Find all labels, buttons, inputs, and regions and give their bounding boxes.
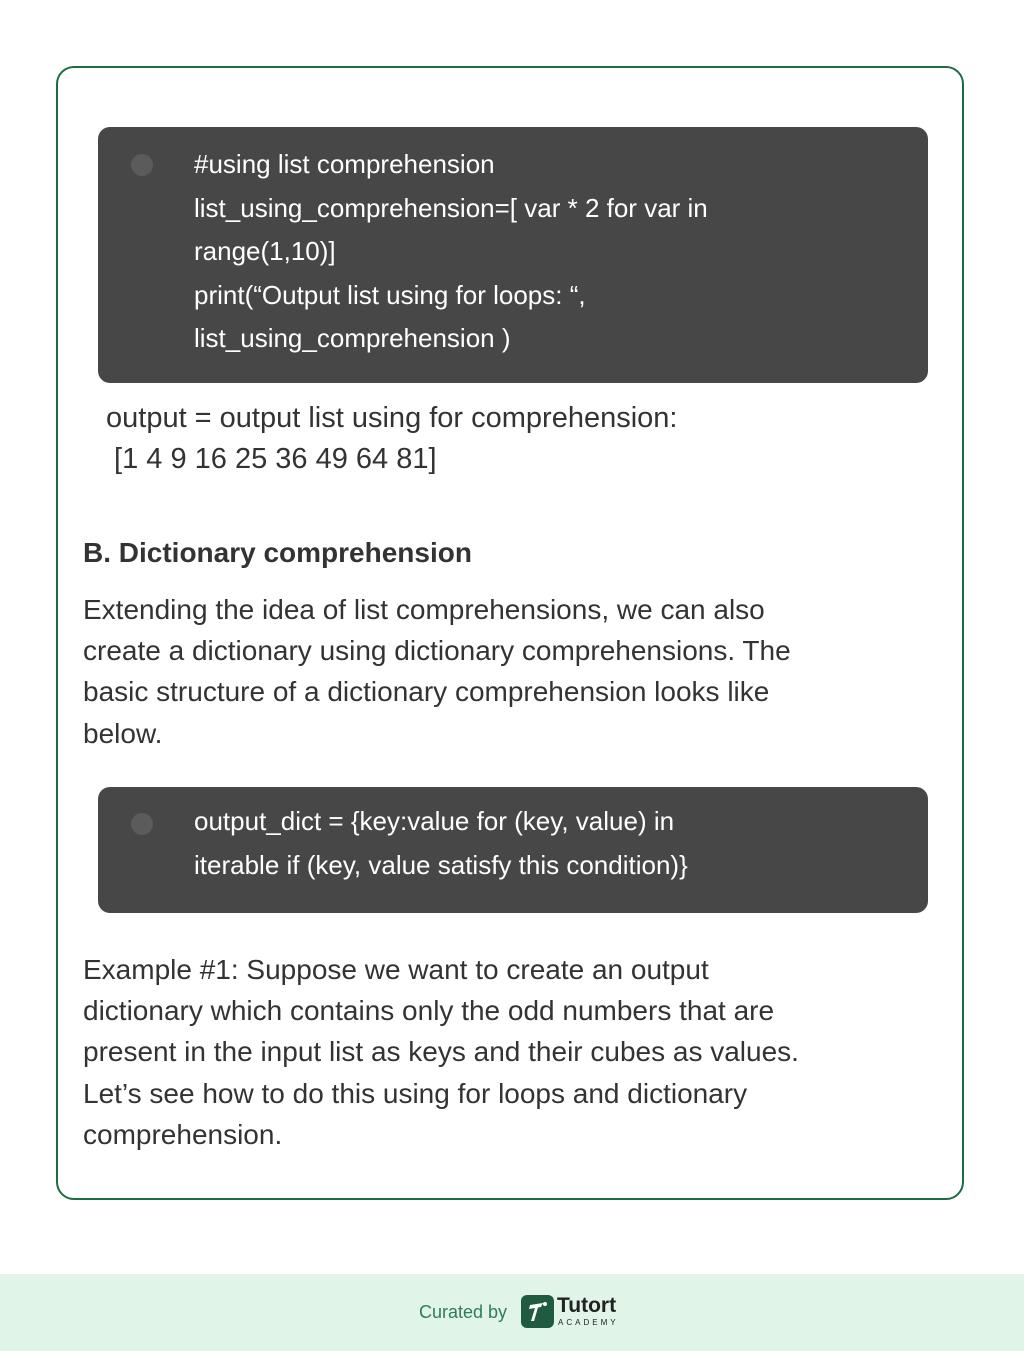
brand-subtitle: ACADEMY [558, 1318, 619, 1327]
code-line: print(“Output list using for loops: “, [194, 279, 586, 310]
code-line: list_using_comprehension=[ var * 2 for var in [194, 192, 708, 223]
code-line: iterable if (key, value satisfy this condition)} [194, 849, 688, 880]
paragraph-line: dictionary which contains only the odd numbers that are [83, 995, 775, 1027]
section-heading: B. Dictionary comprehension [83, 537, 472, 568]
output-line: [1 4 9 16 25 36 49 64 81] [106, 443, 437, 475]
curated-by-label: Curated by [419, 1302, 508, 1322]
tutort-logo-icon [521, 1295, 554, 1328]
paragraph-line: below. [83, 717, 163, 749]
output-text [106, 398, 678, 480]
paragraph-line: present in the input list as keys and their cubes as values. [83, 1036, 799, 1068]
intro-paragraph [83, 589, 943, 754]
paragraph-line: comprehension. [83, 1118, 283, 1150]
footer [0, 1274, 1024, 1351]
paragraph-line: Extending the idea of list comprehensions, we can also [83, 594, 765, 625]
code-block-dot [131, 154, 153, 176]
brand-name: Tutort [557, 1294, 617, 1317]
code-line: output_dict = {key:value for (key, value) in [194, 806, 675, 836]
paragraph-line: Let’s see how to do this using for loops and dictionary [83, 1077, 748, 1109]
code-line: list_using_comprehension ) [194, 323, 511, 353]
paragraph-line: Example #1: Suppose we want to create an output [83, 954, 709, 985]
code-line: range(1,10)] [194, 236, 336, 266]
code-line: #using list comprehension [194, 149, 495, 179]
code-block-dot [131, 813, 153, 835]
code-block-list-comprehension [98, 127, 928, 383]
code-lines [194, 143, 888, 361]
paragraph-line: create a dictionary using dictionary comprehensions. The [83, 635, 791, 667]
example-paragraph [83, 949, 943, 1155]
code-lines [194, 800, 888, 887]
paragraph-line: basic structure of a dictionary comprehension looks like [83, 676, 770, 708]
code-block-dict-comprehension [98, 787, 928, 913]
output-line: output = output list using for comprehension: [106, 402, 678, 434]
tutort-logo-glyph [521, 1295, 554, 1328]
